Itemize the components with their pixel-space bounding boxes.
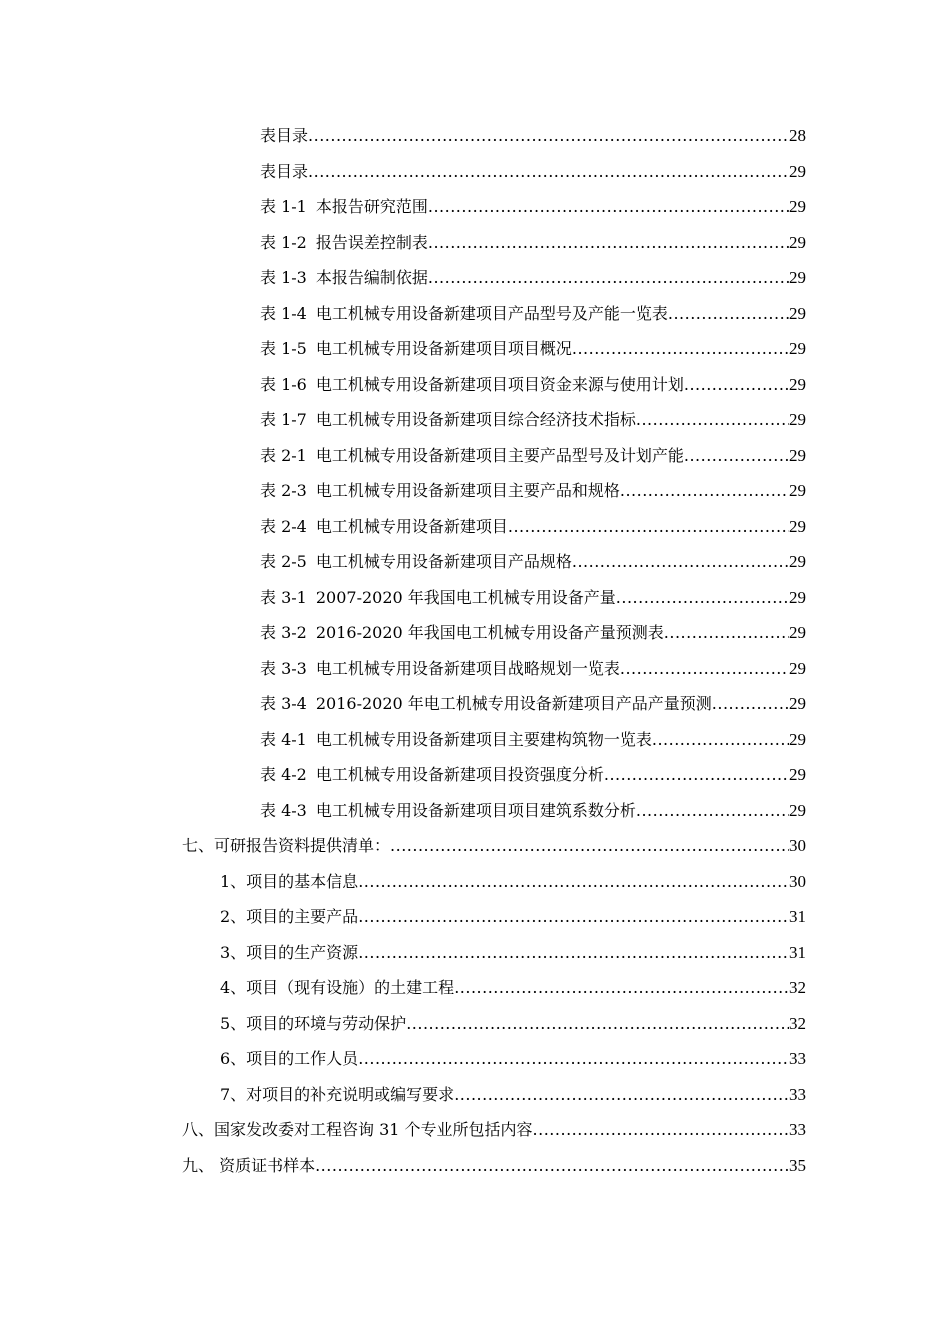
toc-entry-title — [220, 864, 358, 900]
toc-entry-title — [182, 1112, 533, 1148]
toc-page-number: 29 — [789, 374, 806, 394]
toc-entry-title — [260, 686, 712, 722]
toc-dot-leader — [664, 615, 789, 651]
toc-entry-title — [260, 118, 308, 154]
toc-entry-title — [260, 296, 668, 332]
toc-dot-leader — [315, 1148, 789, 1184]
toc-entry-text: 表目录 — [260, 161, 309, 181]
toc-dot-leader — [454, 970, 789, 1006]
toc-entry[interactable] — [0, 1148, 950, 1184]
toc-dot-leader — [358, 935, 789, 971]
toc-entry[interactable] — [0, 225, 950, 261]
toc-entry-number: 表 1-7 — [260, 410, 307, 429]
toc-entry-text: 报告误差控制表 — [315, 232, 428, 252]
toc-entry-text: 电工机械专用设备新建项目项目建筑系数分析 — [315, 800, 636, 820]
toc-entry-text: 1、项目的基本信息 — [220, 871, 359, 891]
toc-entry-title — [220, 970, 454, 1006]
toc-dot-leader — [428, 260, 789, 296]
toc-entry-title — [220, 899, 358, 935]
toc-page-number: 29 — [789, 552, 806, 571]
toc-dot-leader — [636, 402, 789, 438]
toc-entry-text: 电工机械专用设备新建项目主要建构筑物一览表 — [315, 729, 652, 749]
toc-entry[interactable] — [0, 1006, 950, 1042]
toc-entry-text: 2016-2020 年电工机械专用设备新建项目产品产量预测 — [315, 694, 712, 713]
toc-page-number: 29 — [789, 232, 806, 252]
toc-entry-number: 表 3-2 — [260, 623, 307, 642]
toc-dot-leader — [604, 757, 789, 793]
toc-entry-title — [260, 793, 636, 829]
toc-page-number: 33 — [789, 1120, 806, 1139]
toc-entry-text: 本报告编制依据 — [315, 268, 428, 287]
toc-entry-title — [220, 1006, 406, 1042]
toc-entry-text: 3、项目的生产资源 — [220, 942, 359, 962]
toc-dot-leader — [684, 367, 789, 403]
toc-entry-text: 表目录 — [260, 126, 309, 145]
toc-entry-number: 表 2-1 — [260, 445, 307, 465]
toc-entry-number: 表 1-1 — [260, 197, 307, 216]
toc-dot-leader — [572, 331, 789, 367]
toc-entry-text: 八、国家发改委对工程咨询 31 个专业所包括内容 — [182, 1120, 533, 1139]
toc-entry-number: 表 3-3 — [260, 658, 307, 678]
toc-dot-leader — [712, 686, 789, 722]
toc-page-number: 33 — [789, 1049, 806, 1068]
toc-dot-leader — [620, 473, 789, 509]
toc-entry-title — [260, 154, 308, 190]
toc-entry-title — [260, 722, 652, 758]
toc-entry-title — [260, 509, 508, 545]
toc-page-number: 31 — [789, 942, 806, 962]
toc-entry-text: 5、项目的环境与劳动保护 — [220, 1013, 407, 1033]
toc-page-number: 32 — [789, 1013, 806, 1033]
toc-entry-title — [260, 473, 620, 509]
toc-entry-number: 表 1-2 — [260, 232, 307, 252]
toc-dot-leader — [428, 225, 789, 261]
toc-entry-title — [260, 225, 428, 261]
toc-entry[interactable] — [0, 296, 950, 332]
toc-entry[interactable] — [0, 1041, 950, 1077]
toc-entry[interactable] — [0, 580, 950, 616]
toc-page-number: 29 — [789, 303, 806, 323]
toc-page-number: 29 — [789, 481, 806, 500]
toc-entry-text: 电工机械专用设备新建项目主要产品和规格 — [315, 481, 620, 500]
toc-entry-title — [260, 260, 428, 296]
toc-entry-title — [260, 651, 620, 687]
toc-dot-leader — [358, 864, 789, 900]
toc-entry-title — [220, 1077, 454, 1113]
toc-entry[interactable] — [0, 473, 950, 509]
toc-entry-number: 表 3-4 — [260, 694, 307, 713]
toc-entry-title — [182, 1148, 315, 1184]
toc-dot-leader — [533, 1112, 789, 1148]
toc-page-number: 29 — [789, 197, 806, 216]
toc-entry[interactable] — [0, 899, 950, 935]
toc-page-number: 29 — [789, 410, 806, 429]
toc-entry-text: 本报告研究范围 — [315, 197, 428, 216]
toc-entry-text: 4、项目（现有设施）的土建工程 — [220, 978, 455, 997]
toc-dot-leader — [508, 509, 789, 545]
toc-entry-title — [220, 1041, 358, 1077]
toc-dot-leader — [652, 722, 789, 758]
toc-entry-title — [260, 757, 604, 793]
toc-entry[interactable] — [0, 722, 950, 758]
toc-entry-number: 表 1-4 — [260, 303, 307, 323]
toc-entry-text: 2016-2020 年我国电工机械专用设备产量预测表 — [315, 623, 664, 642]
toc-entry-text: 电工机械专用设备新建项目投资强度分析 — [315, 765, 604, 784]
toc-entry[interactable] — [0, 864, 950, 900]
toc-page-number: 29 — [789, 516, 806, 536]
toc-dot-leader — [428, 189, 789, 225]
toc-entry[interactable] — [0, 189, 950, 225]
toc-entry-number: 表 2-3 — [260, 481, 307, 500]
toc-entry-title — [220, 935, 358, 971]
toc-entry[interactable] — [0, 1112, 950, 1148]
toc-page-number: 33 — [789, 1084, 806, 1104]
toc-entry[interactable] — [0, 651, 950, 687]
toc-page-number: 29 — [789, 800, 806, 820]
toc-entry[interactable] — [0, 1077, 950, 1113]
toc-entry-number: 表 4-3 — [260, 800, 307, 820]
toc-entry-text: 电工机械专用设备新建项目 — [315, 516, 508, 536]
toc-dot-leader — [406, 1006, 789, 1042]
toc-page-number: 29 — [789, 339, 806, 358]
toc-entry[interactable] — [0, 260, 950, 296]
toc-entry-text: 九、 资质证书样本 — [182, 1155, 316, 1175]
toc-entry-title — [260, 615, 664, 651]
toc-entry-number: 表 3-1 — [260, 587, 307, 607]
toc-entry-title — [260, 402, 636, 438]
toc-entry[interactable] — [0, 615, 950, 651]
toc-page-number: 28 — [789, 126, 806, 145]
toc-entry-number: 表 2-5 — [260, 552, 307, 571]
table-of-contents — [0, 118, 950, 1183]
toc-page-number: 29 — [789, 658, 806, 678]
toc-entry-title — [260, 367, 684, 403]
toc-entry[interactable] — [0, 793, 950, 829]
toc-entry-title — [260, 331, 572, 367]
toc-entry-number: 表 1-5 — [260, 339, 307, 358]
toc-page-number: 29 — [789, 729, 806, 749]
toc-page-number: 29 — [789, 694, 806, 713]
toc-entry-text: 电工机械专用设备新建项目战略规划一览表 — [315, 658, 620, 678]
toc-dot-leader — [390, 828, 789, 864]
toc-dot-leader — [572, 544, 789, 580]
toc-entry[interactable] — [0, 828, 950, 864]
toc-page-number: 29 — [789, 623, 806, 642]
toc-entry[interactable] — [0, 757, 950, 793]
toc-page-number: 30 — [789, 836, 806, 855]
toc-entry-number: 表 4-2 — [260, 765, 307, 784]
toc-page-number: 29 — [789, 161, 806, 181]
toc-entry-text: 2007-2020 年我国电工机械专用设备产量 — [315, 587, 616, 607]
toc-entry-number: 表 2-4 — [260, 516, 307, 536]
toc-page-number: 29 — [789, 445, 806, 465]
toc-entry-text: 7、对项目的补充说明或编写要求 — [220, 1084, 455, 1104]
toc-page-number: 32 — [789, 978, 806, 997]
toc-entry-title — [182, 828, 390, 864]
toc-entry-text: 电工机械专用设备新建项目产品型号及产能一览表 — [315, 303, 668, 323]
toc-entry[interactable] — [0, 154, 950, 190]
toc-dot-leader — [684, 438, 789, 474]
toc-entry-text: 七、可研报告资料提供清单： — [182, 836, 391, 855]
toc-entry[interactable] — [0, 367, 950, 403]
toc-entry-title — [260, 580, 616, 616]
toc-dot-leader — [454, 1077, 789, 1113]
toc-entry-text: 电工机械专用设备新建项目项目概况 — [315, 339, 572, 358]
toc-dot-leader — [308, 118, 789, 154]
toc-dot-leader — [308, 154, 789, 190]
toc-page-number: 35 — [789, 1155, 806, 1175]
toc-entry-text: 电工机械专用设备新建项目综合经济技术指标 — [315, 410, 636, 429]
toc-entry[interactable] — [0, 402, 950, 438]
toc-dot-leader — [358, 1041, 789, 1077]
toc-page-number: 29 — [789, 587, 806, 607]
toc-entry-number: 表 1-6 — [260, 374, 307, 394]
toc-entry[interactable] — [0, 118, 950, 154]
toc-entry-title — [260, 544, 572, 580]
toc-dot-leader — [668, 296, 789, 332]
toc-entry[interactable] — [0, 935, 950, 971]
toc-entry[interactable] — [0, 544, 950, 580]
toc-entry-text: 6、项目的工作人员 — [220, 1049, 359, 1068]
toc-entry-title — [260, 189, 428, 225]
toc-entry-text: 电工机械专用设备新建项目产品规格 — [315, 552, 572, 571]
toc-entry-number: 表 4-1 — [260, 729, 307, 749]
toc-entry-title — [260, 438, 684, 474]
toc-entry-text: 电工机械专用设备新建项目项目资金来源与使用计划 — [315, 374, 684, 394]
toc-page-number: 29 — [789, 268, 806, 287]
toc-dot-leader — [358, 899, 789, 935]
toc-entry-text: 2、项目的主要产品 — [220, 907, 359, 926]
toc-dot-leader — [616, 580, 789, 616]
toc-entry[interactable] — [0, 970, 950, 1006]
toc-entry[interactable] — [0, 438, 950, 474]
toc-dot-leader — [620, 651, 789, 687]
toc-dot-leader — [636, 793, 789, 829]
toc-entry[interactable] — [0, 331, 950, 367]
toc-page-number: 29 — [789, 765, 806, 784]
toc-entry-number: 表 1-3 — [260, 268, 307, 287]
toc-entry[interactable] — [0, 509, 950, 545]
toc-entry-text: 电工机械专用设备新建项目主要产品型号及计划产能 — [315, 445, 684, 465]
toc-page-number: 30 — [789, 871, 806, 891]
toc-entry[interactable] — [0, 686, 950, 722]
toc-page-number: 31 — [789, 907, 806, 926]
